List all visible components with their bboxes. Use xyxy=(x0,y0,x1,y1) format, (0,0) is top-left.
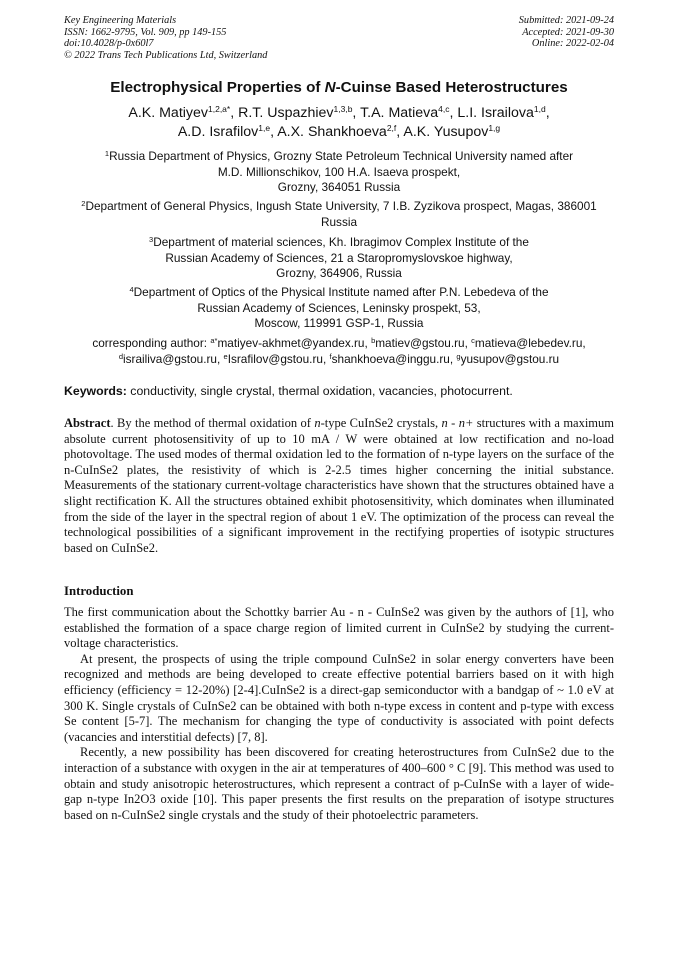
section-heading-introduction: Introduction xyxy=(64,584,134,598)
title-text: Electrophysical Properties of xyxy=(110,79,325,96)
copyright: © 2022 Trans Tech Publications Ltd, Switzerland xyxy=(64,49,268,61)
affiliation-3: $^3$Department of material sciences, Kh. Ibragimov Complex Institute of the Russian Academy of Sciences, 21 a Staropromyslovskoe highway, Grozny, 364906, Russia xyxy=(149,235,529,281)
email-link[interactable]: Israfilov@gstou.ru xyxy=(227,351,323,366)
title-text-end: -Cuinse Based Heterostructures xyxy=(335,79,568,96)
email-link[interactable]: matiev@gstou.ru xyxy=(375,336,465,350)
title-italic: N xyxy=(324,79,336,96)
corresponding-label: corresponding author: xyxy=(92,336,211,350)
author: A.K. Yusupov$^{1,g}$ xyxy=(403,123,501,140)
abstract xyxy=(64,416,614,556)
author-list xyxy=(40,104,638,142)
paragraph: Recently, a new possibility has been discovered for creating heterostructures from CuInSe2 due to the interaction of a substance with oxygen in the air at temperatures of 400–600 ° C [9]. This method was used to obtain and study anisotropic heterostructures, which represent a contract of p-CuInSe with a layer of wide-gap n-type In2O3 oxide [10]. This paper presents the first results on the preparation of isotype structures based on n-CuInSe2 single crystals and the study of their photoelectric parameters. xyxy=(64,745,614,822)
author: A.D. Israfilov$^{1,e}$, xyxy=(177,123,278,140)
introduction-body xyxy=(64,605,614,823)
keywords-text: conductivity, single crystal, thermal oxidation, vacancies, photocurrent. xyxy=(126,384,513,398)
paper-title xyxy=(0,79,678,96)
corresponding-authors: corresponding author: $^{a*}$matiyev-akhmet@yandex.ru, $^b$matiev@gstou.ru, $^c$matieva@lebedev.ru, $^d$israiliva@gstou.ru, $^e$Israfilov@gstou.ru, $^f$shankhoeva@inggu.ru, $^g$yusupov@gstou.ru xyxy=(92,336,586,366)
submitted-date: Submitted: 2021-09-24 xyxy=(518,15,614,26)
journal-name: Key Engineering Materials xyxy=(64,15,177,26)
paragraph: The first communication about the Schottky barrier Au - n - CuInSe2 was given by the authors of [1], who established the formation of a space charge region of limited current in CuInSe2 by studying the current-voltage characteristics. xyxy=(64,605,614,651)
accepted-date: Accepted: 2021-09-30 xyxy=(522,26,614,38)
affiliation-2: $^2$Department of General Physics, Ingush State University, 7 I.B. Zyzikova prospect, Magas, 386001 Russia xyxy=(81,199,597,229)
keywords xyxy=(64,384,513,398)
author: A.X. Shankhoeva$^{2,f}$, xyxy=(277,123,404,140)
affiliation-1: $^1$Russia Department of Physics, Grozny State Petroleum Technical University named after M.D. Millionschikov, 100 H.A. Isaeva prospekt, Grozny, 364051 Russia xyxy=(104,149,574,195)
online-date: Online: 2022-02-04 xyxy=(531,38,614,49)
email-link[interactable]: yusupov@gstou.ru xyxy=(460,351,560,366)
author: A.K. Matiyev$^{1,2,a*}$, xyxy=(128,104,239,121)
email-link[interactable]: shankhoeva@inggu.ru xyxy=(331,351,450,366)
email-link[interactable]: israiliva@gstou.ru xyxy=(123,351,217,366)
author: T.A. Matieva$^{4,c}$, xyxy=(360,104,458,121)
journal-info xyxy=(64,15,267,61)
author: L.I. Israilova$^{1,d}$, xyxy=(457,104,550,121)
abstract-text: Abstract. By the method of thermal oxidation of n-type CuInSe2 crystals, n - n+ structures with a maximum absolute current photosensitivity of up to 10 mA / W were obtained at low rectification and no-load photovoltage. The used modes of thermal oxidation led to the formation of n-type layers on the surface of the n-CuInSe2 plates, the resistivity of which is 2-2.5 times higher concerning the initial substance. Measurements of the stationary current-voltage characteristics have shown that the structures obtained have a slight rectification K. All the structures obtained exhibit photosensitivity, which dominates when illuminated from the side of the layer in the spectral region of about 1 eV. The optimization of the process can reveal the technological possibilities of a significant improvement in the rectifying properties of isotypic structures based on CuInSe2. xyxy=(64,416,615,555)
abstract-label: Abstract xyxy=(64,416,111,430)
issn: ISSN: 1662-9795, Vol. 909, pp 149-155 xyxy=(64,26,227,38)
email-link[interactable]: matieva@lebedev.ru xyxy=(474,336,583,350)
submission-dates xyxy=(519,15,614,50)
author: R.T. Uspazhiev$^{1,3,b}$, xyxy=(238,104,361,121)
email-link[interactable]: matiyev-akhmet@yandex.ru xyxy=(217,336,365,350)
doi[interactable]: doi:10.4028/p-0x60l7 xyxy=(64,38,154,49)
keywords-label: Keywords: xyxy=(64,384,127,398)
affiliation-4: $^4$Department of Optics of the Physical Institute named after P.N. Lebedeva of the Russian Academy of Sciences, Leninsky prospekt, 53, Moscow, 119991 GSP-1, Russia xyxy=(129,285,549,331)
paragraph: At present, the prospects of using the triple compound CuInSe2 in solar energy converters have been recognized and methods are being developed to create effective potential barriers based on it with high efficiency (efficiency = 12-20%) [2-4].CuInSe2 is a direct-gap semiconductor with a bandgap of ~ 1.0 eV at 300 K. Single crystals of CuInSe2 can be obtained with both n-type excess in content and p-type with excess Se content [5-7]. The mechanism for changing the type of conductivity is associated with point defects (vacancies and interstitial defects) [7, 8]. xyxy=(64,651,614,744)
